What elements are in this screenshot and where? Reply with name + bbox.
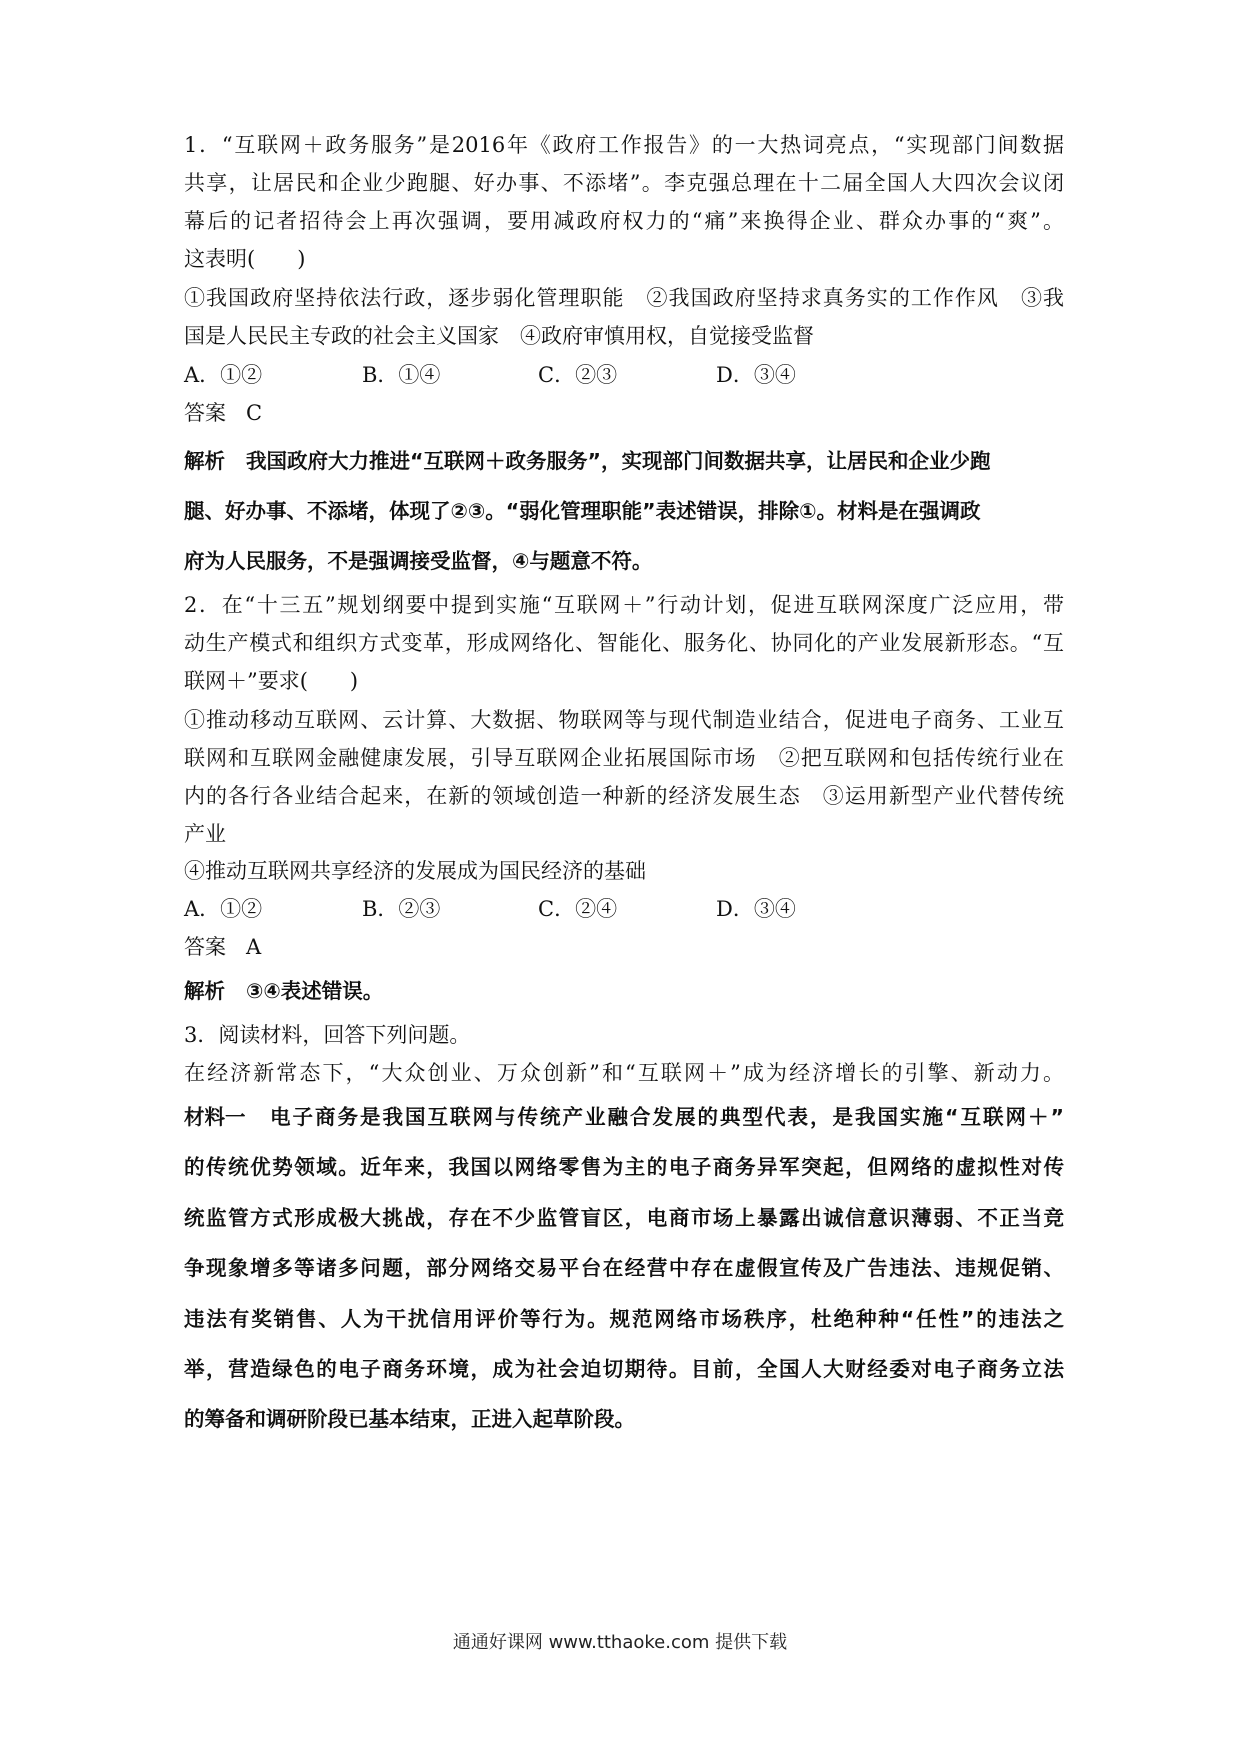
q1-stem-line: 1．“互联网＋政务服务”是2016年《政府工作报告》的一大热词亮点，“实现部门间数据 bbox=[184, 133, 1064, 157]
q2-option-b: B．②③ bbox=[362, 897, 441, 921]
q1-option-a: A．①② bbox=[184, 363, 263, 387]
analysis-label: 解析 bbox=[184, 979, 225, 1003]
answer-label: 答案 bbox=[184, 401, 226, 425]
q2-stem-line: 2．在“十三五”规划纲要中提到实施“互联网＋”行动计划，促进互联网深度广泛应用，带 bbox=[184, 593, 1064, 617]
q2-statement-line: 产业 bbox=[184, 822, 226, 846]
analysis-label: 解析 bbox=[184, 449, 225, 473]
answer-value: C bbox=[246, 401, 263, 425]
q1-answer bbox=[184, 398, 1064, 428]
q3-material-line: 的传统优势领域。近年来，我国以网络零售为主的电子商务异军突起，但网络的虚拟性对传 bbox=[184, 1155, 1064, 1179]
q1-option-c: C．②③ bbox=[538, 363, 618, 387]
q1-analysis-line: 腿、好办事、不添堵，体现了②③。“弱化管理职能”表述错误，排除①。材料是在强调政 bbox=[184, 499, 981, 523]
q2-analysis-line bbox=[184, 976, 1064, 1006]
analysis-text: 我国政府大力推进“互联网＋政务服务”，实现部门间数据共享，让居民和企业少跑 bbox=[246, 449, 991, 473]
footer-credit: 通通好课网 www.tthaoke.com 提供下载 bbox=[452, 1632, 788, 1653]
answer-label: 答案 bbox=[184, 935, 226, 959]
q2-stem-line: 动生产模式和组织方式变革，形成网络化、智能化、服务化、协同化的产业发展新形态。“互 bbox=[184, 631, 1064, 655]
q2-option-c: C．②④ bbox=[538, 897, 618, 921]
q2-stem-line: 联网＋”要求( ) bbox=[184, 669, 359, 693]
q1-statement-line: 国是人民民主专政的社会主义国家 ④政府审慎用权，自觉接受监督 bbox=[184, 324, 814, 348]
q1-analysis-line bbox=[184, 446, 1064, 476]
material-label: 材料一 bbox=[184, 1105, 246, 1129]
q2-statement-line: 内的各行各业结合起来，在新的领域创造一种新的经济发展生态 ③运用新型产业代替传统 bbox=[184, 784, 1064, 808]
q1-statement-line: ①我国政府坚持依法行政，逐步弱化管理职能 ②我国政府坚持求真务实的工作作风 ③我 bbox=[184, 286, 1064, 310]
q1-stem-line: 这表明( ) bbox=[184, 247, 306, 271]
q2-option-a: A．①② bbox=[184, 897, 263, 921]
q2-statement-line: 联网和互联网金融健康发展，引导互联网企业拓展国际市场 ②把互联网和包括传统行业在 bbox=[184, 746, 1064, 770]
q3-material-line: 统监管方式形成极大挑战，存在不少监管盲区，电商市场上暴露出诚信意识薄弱、不正当竞 bbox=[184, 1206, 1064, 1230]
q1-option-d: D．③④ bbox=[716, 363, 796, 387]
q3-material-line: 争现象增多等诸多问题，部分网络交易平台在经营中存在虚假宣传及广告违法、违规促销、 bbox=[184, 1256, 1064, 1280]
q1-stem-line: 幕后的记者招待会上再次强调，要用减政府权力的“痛”来换得企业、群众办事的“爽”。 bbox=[184, 209, 1064, 233]
q2-statement-line: ①推动移动互联网、云计算、大数据、物联网等与现代制造业结合，促进电子商务、工业互 bbox=[184, 708, 1064, 732]
q3-stem-line: 3．阅读材料，回答下列问题。 bbox=[184, 1023, 471, 1047]
q1-option-b: B．①④ bbox=[362, 363, 441, 387]
q2-option-d: D．③④ bbox=[716, 897, 796, 921]
q3-material-line bbox=[184, 1102, 1064, 1132]
q2-statement-line: ④推动互联网共享经济的发展成为国民经济的基础 bbox=[184, 859, 646, 883]
q1-analysis-line: 府为人民服务，不是强调接受监督，④与题意不符。 bbox=[184, 549, 653, 573]
q1-stem-line: 共享，让居民和企业少跑腿、好办事、不添堵”。李克强总理在十二届全国人大四次会议闭 bbox=[184, 171, 1064, 195]
q3-material-line: 的筹备和调研阶段已基本结束，正进入起草阶段。 bbox=[184, 1407, 635, 1431]
q3-material-line: 违法有奖销售、人为干扰信用评价等行为。规范网络市场秩序，杜绝种种“任性”的违法之 bbox=[184, 1307, 1064, 1331]
q2-answer bbox=[184, 932, 1064, 962]
analysis-text: ③④表述错误。 bbox=[246, 979, 384, 1003]
answer-value: A bbox=[246, 935, 262, 959]
material-text: 电子商务是我国互联网与传统产业融合发展的典型代表，是我国实施“互联网＋” bbox=[268, 1105, 1064, 1129]
q3-material-line: 举，营造绿色的电子商务环境，成为社会迫切期待。目前，全国人大财经委对电子商务立法 bbox=[184, 1357, 1064, 1381]
q3-stem-line: 在经济新常态下，“大众创业、万众创新”和“互联网＋”成为经济增长的引擎、新动力。 bbox=[184, 1061, 1064, 1085]
